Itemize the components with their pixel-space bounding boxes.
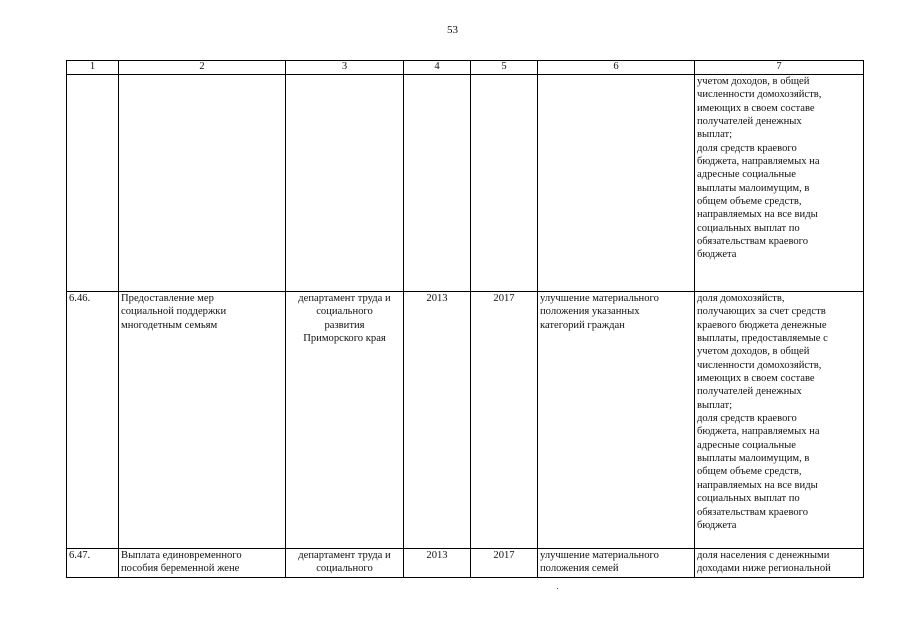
result-cell: улучшение материального положения указанных категорий граждан bbox=[538, 292, 695, 549]
indicator-cell: доля домохозяйств, получающих за счет средств краевого бюджета денежные выплаты, предоставляемые с учетом доходов, в общей численности домохозяйств, имеющих в своем составе получателей денежных выплат; доля средств краевого бюджета, направляемых на адресные социальные выплаты малоимущим, в общем объеме средств, направляемых на все виды социальных выплат по обязательствам краевого бюджета bbox=[695, 292, 864, 549]
page-number: 53 bbox=[447, 24, 458, 36]
measure-cell: Предоставление мер социальной поддержки многодетным семьям bbox=[119, 292, 286, 549]
indicator-cell: доля населения с денежными доходами ниже региональной bbox=[695, 549, 864, 578]
num-cell: 6.46. bbox=[67, 292, 119, 549]
table-row bbox=[67, 549, 864, 578]
table-header-row bbox=[67, 61, 864, 75]
scan-speck bbox=[557, 588, 558, 589]
measure-cell: Выплата единовременного пособия беременной жене bbox=[119, 549, 286, 578]
start-year-cell: 2013 bbox=[404, 292, 471, 549]
start-year-cell bbox=[404, 75, 471, 292]
start-year-cell: 2013 bbox=[404, 549, 471, 578]
num-cell bbox=[67, 75, 119, 292]
header-cell: 7 bbox=[695, 61, 864, 75]
end-year-cell bbox=[471, 75, 538, 292]
measure-cell bbox=[119, 75, 286, 292]
result-cell bbox=[538, 75, 695, 292]
end-year-cell: 2017 bbox=[471, 549, 538, 578]
executor-cell: департамент труда и социального bbox=[286, 549, 404, 578]
executor-cell: департамент труда и социального развития Приморского края bbox=[286, 292, 404, 549]
header-cell: 6 bbox=[538, 61, 695, 75]
end-year-cell: 2017 bbox=[471, 292, 538, 549]
header-cell: 2 bbox=[119, 61, 286, 75]
result-cell: улучшение материального положения семей bbox=[538, 549, 695, 578]
header-cell: 1 bbox=[67, 61, 119, 75]
table-row bbox=[67, 75, 864, 292]
indicator-cell: учетом доходов, в общей численности домохозяйств, имеющих в своем составе получателей денежных выплат; доля средств краевого бюджета, направляемых на адресные социальные выплаты малоимущим, в общем объеме средств, направляемых на все виды социальных выплат по обязательствам краевого бюджета bbox=[695, 75, 864, 292]
executor-cell bbox=[286, 75, 404, 292]
header-cell: 3 bbox=[286, 61, 404, 75]
num-cell: 6.47. bbox=[67, 549, 119, 578]
header-cell: 5 bbox=[471, 61, 538, 75]
measures-table bbox=[66, 60, 864, 578]
table-row bbox=[67, 292, 864, 549]
header-cell: 4 bbox=[404, 61, 471, 75]
